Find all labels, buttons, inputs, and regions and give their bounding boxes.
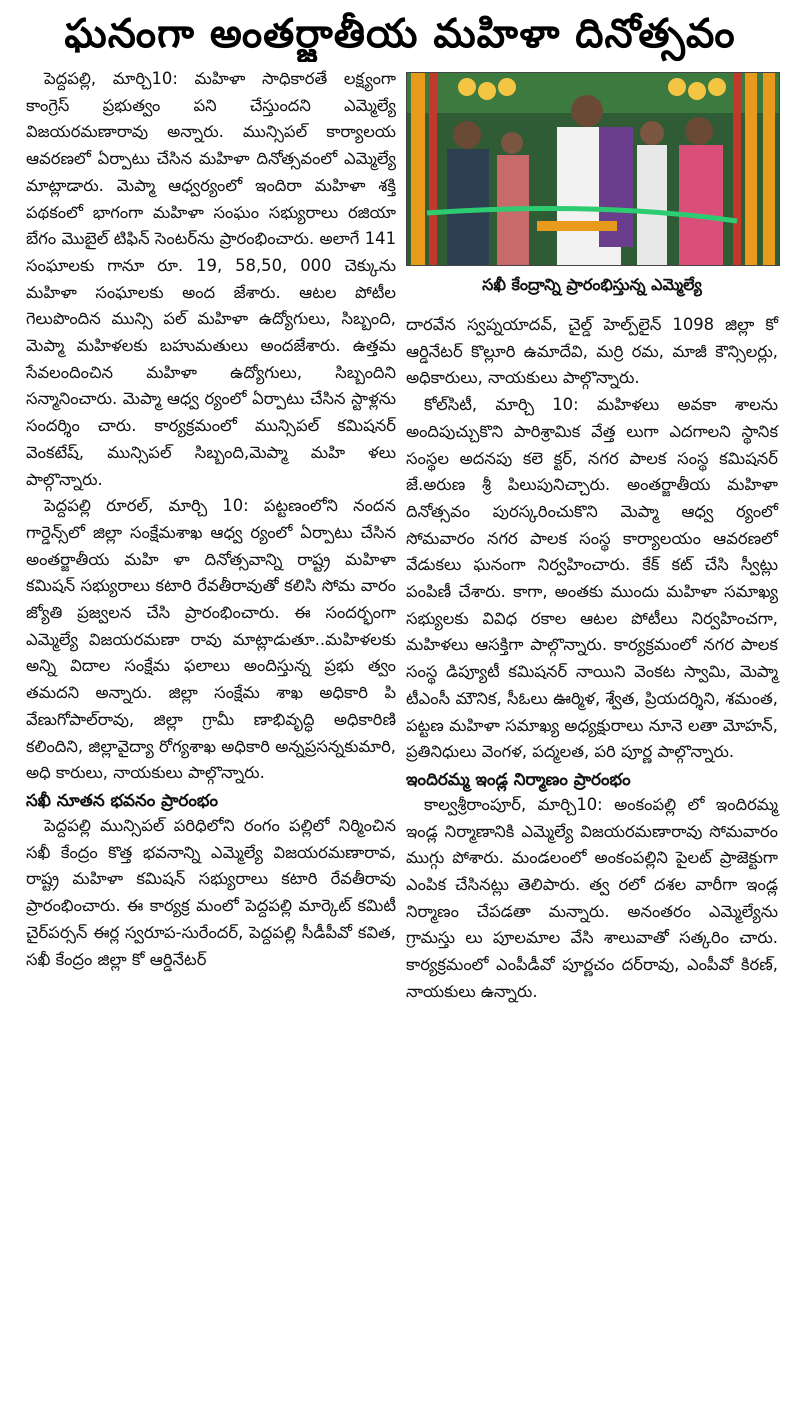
left-column xyxy=(26,66,396,973)
article-paragraph-sakhi: పెద్దపల్లి మున్సిపల్ పరిధిలోని రంగం పల్లిలో నిర్మించిన సఖీ కేంద్రం కొత్త భవనాన్ని ఎమ్మెల్యే విజయరమణారావ, రాష్ట్ర మహిళా కమిషన్ సభ్యురాలు కటారి రేవతీరావు ప్రారంభించారు. ఈ కార్యక్ర మంలో పెద్దపల్లి మార్కెట్ కమిటీ చైర్‌పర్సన్ ఈర్ల స్వరూప-సురేందర్, పెద్దపల్లి సీడీపీవో కవిత, సఖీ కేంద్రం జిల్లా కో ఆర్డినేటర్ xyxy=(26,815,396,969)
headline: ఘనంగా అంతర్జాతీయ మహిళా దినోత్సవం xyxy=(64,11,736,57)
article-paragraph-kalvasrirampur: కాల్వశ్రీరాంపూర్, మార్చి10: అంకంపల్లి లో ఇందిరమ్మ ఇండ్ల నిర్మాణానికి ఎమ్మెల్యే విజయరమణారావు సోమవారం ముగ్గు పోశారు. మండలంలో అంకంపల్లిని పైలట్ ప్రాజెక్టుగా ఎంపిక చేసినట్లు తెలిపారు. త్వ రలో దశల వారీగా ఇండ్ల నిర్మాణం చేపడతా మన్నారు. అనంతరం ఎమ్మెల్యేను గ్రామస్తు లు పూలమాల వేసి శాలువాతో సత్కరిం చారు. కార్యక్రమంలో ఎంపీడీవో పూర్ణచం దర్‌రావు, ఎంపీవో కిరణ్, నాయకులు ఉన్నారు. xyxy=(406,794,778,1001)
article-paragraph-peddapalli-rural: పెద్దపల్లి రూరల్, మార్చి 10: పట్టణంలోని నందన గార్డెన్స్‌లో జిల్లా సంక్షేమశాఖ ఆధ్వ ర్యంలో ఏర్పాటు చేసిన అంతర్జాతీయ మహి ళా దినోత్సవాన్ని రాష్ట్ర మహిళా కమిషన్ సభ్యురాలు కటారి రేవతీరావుతో కలిసి సోమ వారం జ్యోతి ప్రజ్వలన చేసి ప్రారంభించారు. ఈ సందర్భంగా ఎమ్మెల్యే విజయరమణా రావు మాట్లాడుతూ..మహిళలకు అన్ని విదాల సంక్షేమ ఫలాలు అందిస్తున్న ప్రభు త్వం తమదని అన్నారు. జిల్లా సంక్షేమ శాఖ అధికారి పి వేణుగోపాల్‌రావు, జిల్లా గ్రామీ ణాభివృద్ధి అధికారిణి కలిందిని, జిల్లావైద్యా రోగ్యశాఖ అధికారి అన్నప్రసన్నకుమారి, అధి కారులు, నాయకులు పాల్గొన్నారు. xyxy=(26,496,396,783)
article-paragraph-continued: దారవేన స్వప్నయాదవ్, చైల్డ్ హెల్ప్‌లైన్ 1098 జిల్లా కో ఆర్డినేటర్ కొల్లూరి ఉమాదేవి, మర్రి రమ, మాజీ కౌన్సిలర్లు, అధికారులు, నాయకులు పాల్గొన్నారు. xyxy=(406,315,778,388)
right-column xyxy=(406,312,778,1006)
article-paragraph-coalcity: కోల్‌సిటీ, మార్చి 10: మహిళలు అవకా శాలను అందిపుచ్చుకొని పారిశ్రామిక వేత్త లుగా ఎదగాలని స్థానిక సంస్థల అదనపు కలె క్టర్, నగర పాలక సంస్థ కమిషనర్ జే.అరుణ శ్రీ పిలుపునిచ్చారు. అంతర్జాతీయ మహిళా దినోత్సవం పురస్కరించుకొని మెప్మా ఆధ్వ ర్యంలో సోమవారం నగర పాలక సంస్థ కార్యాలయం ఆవరణలో వేడుకలు ఘనంగా నిర్వహించారు. కేక్ కట్ చేసి స్వీట్లు పంపిణీ చేశారు. కాగా, అంతకు ముందు మహిళా సమాఖ్య సభ్యులకు వివిధ రకాల ఆటల పోటీలు నిర్వహించగా, మహిళలు ఆసక్తిగా పాల్గొన్నారు. కార్యక్రమంలో నగర పాలక సంస్థ డిప్యూటీ కమిషనర్ నాయిని వెంకట స్వామి, మెప్మా టీఎంసీ మౌనిక, సీఓలు ఊర్మిళ, శ్వేత, ప్రియదర్శిని, శమంత, పట్టణ మహిళా సమాఖ్య అధ్యక్షురాలు నూనె లతా మోహన్, ప్రతినిధులు వెంగళ, పద్మలత, పరి పూర్ణ పాల్గొన్నారు. xyxy=(406,395,778,762)
article-paragraph-peddapalli: పెద్దపల్లి, మార్చి10: మహిళా సాధికారతే లక్ష్యంగా కాంగ్రెస్ ప్రభుత్వం పని చేస్తుందని ఎమ్మెల్యే విజయరమణారావు అన్నారు. మున్సిపల్ కార్యాలయ ఆవరణలో ఏర్పాటు చేసిన మహిళా దినోత్సవంలో ఎమ్మెల్యే మాట్లాడారు. మెప్మా ఆధ్వర్యంలో ఇందిరా మహిళా శక్తి పథకంలో భాగంగా మహిళా సంఘం సభ్యురాలు రజియా బేగం మొబైల్ టిఫిన్ సెంటర్‌ను ప్రారంభించారు. అలాగే 141 సంఘాలకు గానూ రూ. 19, 58,50, 000 చెక్కును మహిళా సంఘాలకు అంద జేశారు. ఆటల పోటీల గెలుపొందిన మున్సి పల్ మహిళా ఉద్యోగులు, సిబ్బంది, మెప్మా మహిళలకు బహుమతులు అందజేశారు. ఉత్తమ సేవలందించిన మహిళా ఉద్యోగులు, సిబ్బందిని సన్మానించారు. మెప్మా ఆధ్వ ర్యంలో ఏర్పాటు చేసిన స్టాళ్లను సందర్శిం చారు. కార్యక్రమంలో మున్సిపల్ కమిషనర్ వెంకటేష్, మున్సిపల్ సిబ్బంది,మెప్మా మహి ళలు పాల్గొన్నారు. xyxy=(26,69,396,489)
photo-caption: సఖీ కేంద్రాన్ని ప్రారంభిస్తున్న ఎమ్మెల్యే xyxy=(482,275,702,294)
event-photo-illustration xyxy=(407,73,779,265)
subhead-sakhi-building: సఖీ నూతన భవనం ప్రారంభం xyxy=(26,789,218,810)
event-photo xyxy=(406,72,780,266)
subhead-indiramma-houses: ఇందిరమ్మ ఇండ్ల నిర్మాణం ప్రారంభం xyxy=(406,768,631,789)
